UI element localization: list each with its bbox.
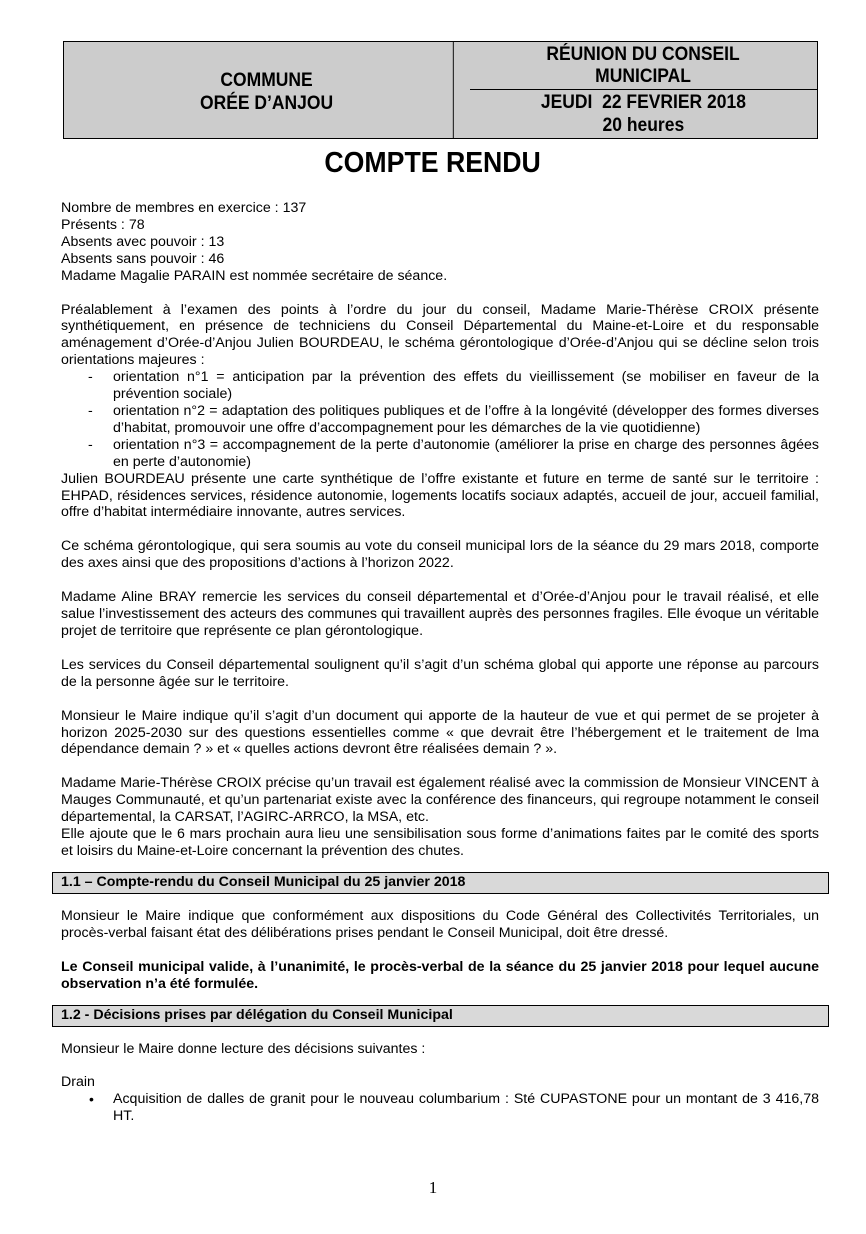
meeting-time: 20 heures (602, 115, 685, 136)
decisions-list (61, 1091, 835, 1125)
meeting-date-cell (470, 90, 817, 138)
schema-paragraph: Ce schéma gérontologique, qui sera soumis au vote du conseil municipal lors de la séance du 29 mars 2018, comporte des axes ainsi que des propositions d’actions à l’horizon 2022. (61, 538, 819, 572)
services-paragraph: Les services du Conseil départemental soulignent qu’il s’agit d’un schéma global qui apporte une réponse au parcours de la personne âgée sur le territoire. (61, 656, 819, 690)
absent-without-proxy-count: Absents sans pouvoir : 46 (61, 250, 225, 267)
present-count: Présents : 78 (61, 216, 145, 233)
secretary-line: Madame Magalie PARAIN est nommée secrétaire de séance. (61, 267, 448, 284)
intro-paragraph: Préalablement à l’examen des points à l’ordre du jour du conseil, Madame Marie-Thérèse CROIX présente synthétiquement, en présence de techniciens du Conseil Départemental du Maine-et-Loire et du responsable aménagement d’Orée-d’Anjou Julien BOURDEAU, le schéma gérontologique d’Orée-d’Anjou qui se décline selon trois orientations majeures : (61, 301, 819, 369)
croix-paragraph: Madame Marie-Thérèse CROIX précise qu’un travail est également réalisé avec la commission de Monsieur VINCENT à Mauges Communauté, et qu’un partenariat existe avec la conférence des financeurs, qui regroupe notamment le conseil départemental, la CARSAT, l’AGIRC-ARRCO, la MSA, etc. (61, 775, 819, 826)
page-title-text: COMPTE RENDU (324, 147, 542, 179)
orientations-list (61, 369, 819, 470)
list-item: - orientation n°3 = accompagnement de la perte d’autonomie (améliorer la prise en charge des personnes âgées en perte d’autonomie) (61, 437, 819, 471)
section-heading-1-1: 1.1 – Compte-rendu du Conseil Municipal du 25 janvier 2018 (52, 872, 829, 894)
document-body (61, 200, 835, 1125)
meeting-title-line2: MUNICIPAL (595, 65, 692, 87)
list-item: - orientation n°1 = anticipation par la prévention des effets du vieillissement (se mobiliser en faveur de la prévention sociale) (61, 369, 819, 403)
list-item: • Acquisition de dalles de granit pour le nouveau columbarium : Sté CUPASTONE pour un montant de 3 416,78 HT. (61, 1091, 819, 1125)
header-box (63, 41, 818, 139)
section1-paragraph: Monsieur le Maire indique que conformément aux dispositions du Code Général des Collectivités Territoriales, un procès-verbal faisant état des délibérations prises pendant le Conseil Municipal, doit être dressé. (61, 907, 819, 941)
absent-with-proxy-count: Absents avec pouvoir : 13 (61, 233, 225, 250)
members-count: Nombre de membres en exercice : 137 (61, 200, 307, 216)
section2-location: Drain (61, 1074, 95, 1091)
section1-decision: Le Conseil municipal valide, à l’unanimité, le procès-verbal de la séance du 25 janvier 2018 pour lequel aucune observation n’a été formulée. (61, 958, 819, 992)
meeting-cell (470, 42, 817, 138)
meeting-date: JEUDI 22 FEVRIER 2018 (540, 92, 746, 113)
croix-followup-paragraph: Elle ajoute que le 6 mars prochain aura lieu une sensibilisation sous forme d’animations faites par le comité des sports et loisirs du Maine-et-Loire concernant la prévention des chutes. (61, 826, 819, 859)
commune-name: ORÉE D’ANJOU (199, 93, 334, 114)
bray-paragraph: Madame Aline BRAY remercie les services du conseil départemental et d’Orée-d’Anjou pour le travail réalisé, et elle salue l’investissement des acteurs des communes qui travaillent auprès des personnes fragiles. Elle évoque un véritable projet de territoire que représente ce plan gérontologique. (61, 589, 819, 639)
page-number: 1 (428, 1178, 438, 1197)
list-item: - orientation n°2 = adaptation des politiques publiques et de l’offre à la longévité (développer des formes diverses d’habitat, promouvoir une offre d’accompagnement pour les démarches de la vie quotidienne) (61, 403, 819, 437)
maire-paragraph: Monsieur le Maire indique qu’il s’agit d’un document qui apporte de la hauteur de vue et qui permet de se projeter à horizon 2025-2030 sur des questions essentielles comme « que devrait être l’hébergement et le traitement de lma dépendance demain ? » et « quelles actions devront être réalisées demain ? ». (61, 707, 819, 758)
section2-paragraph: Monsieur le Maire donne lecture des décisions suivantes : (61, 1040, 426, 1057)
meeting-title-cell (470, 42, 817, 90)
page-title (0, 145, 866, 181)
attendance-block (61, 200, 819, 285)
section-heading-1-2: 1.2 - Décisions prises par délégation du Conseil Municipal (52, 1005, 829, 1027)
commune-label: COMMUNE (220, 70, 313, 91)
bourdeau-paragraph: Julien BOURDEAU présente une carte synthétique de l’offre existante et future en terme de santé sur le territoire : EHPAD, résidences services, résidence autonomie, logements locatifs sociaux adaptés, accueil de jour, accueil familial, offre d’habitat intermédiaire innovante, autres services. (61, 470, 819, 521)
meeting-title-line1: RÉUNION DU CONSEIL (546, 43, 741, 65)
commune-cell (80, 42, 454, 138)
